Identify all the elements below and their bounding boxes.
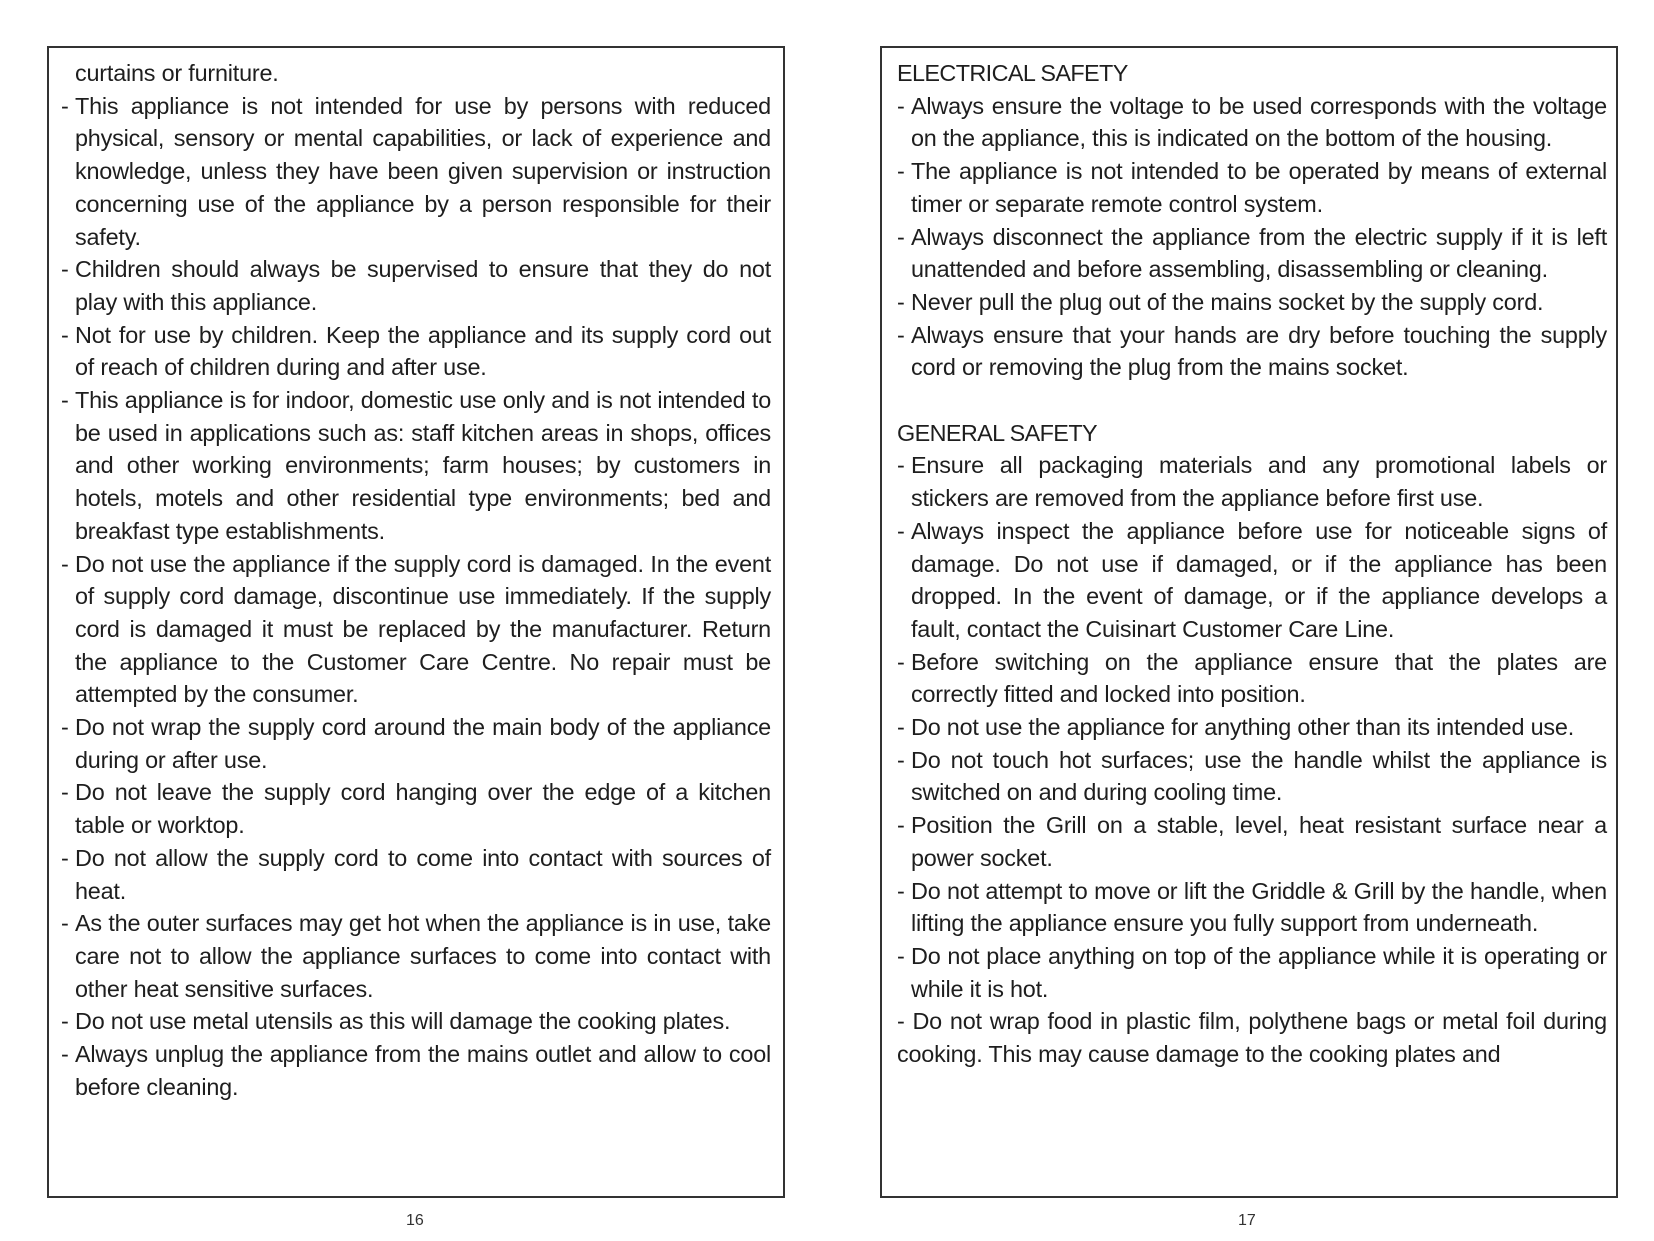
left-bullet-1-text: This appliance is not intended for use by persons with reduced physical, sensory or mental capabilities, or lack of experience and knowledge, unless they have been given supervision or instruction concerning use of the appliance by a person responsible for their safety. — [75, 92, 771, 250]
bullet-dash: - — [61, 779, 69, 806]
bullet-dash: - — [897, 714, 905, 741]
bullet-dash: - — [897, 321, 905, 348]
left-bullet-7 — [61, 776, 771, 841]
bullet-dash: - — [897, 812, 905, 839]
right-page-text — [897, 57, 1607, 1071]
bullet-dash: - — [61, 321, 69, 348]
left-bullet-6 — [61, 711, 771, 776]
electrical-bullet-1-text: Always ensure the voltage to be used corresponds with the voltage on the appliance, this is indicated on the bottom of the housing. — [911, 92, 1607, 152]
general-bullet-1-text: Ensure all packaging materials and any promotional labels or stickers are removed from the appliance before first use. — [911, 452, 1607, 512]
bullet-dash: - — [897, 517, 905, 544]
left-bullet-2-text: Children should always be supervised to ensure that they do not play with this appliance. — [75, 256, 771, 315]
general-bullet-3-text: Before switching on the appliance ensure that the plates are correctly fitted and locked into position. — [911, 648, 1607, 708]
left-bullet-3 — [61, 319, 771, 384]
general-bullet-2-text: Always inspect the appliance before use for noticeable signs of damage. Do not use if damaged, or if the appliance has been dropped. In the event of damage, or if the appliance develops a fault, contact the Cuisinart Customer Care Line. — [911, 517, 1607, 642]
electrical-safety-heading: ELECTRICAL SAFETY — [897, 60, 1128, 86]
left-bullet-4 — [61, 384, 771, 548]
electrical-bullet-3 — [897, 221, 1607, 286]
page-number-left: 16 — [406, 1212, 424, 1229]
right-page-frame — [880, 46, 1618, 1198]
left-bullet-8-text: Do not allow the supply cord to come into contact with sources of heat. — [75, 844, 771, 904]
electrical-bullet-2 — [897, 155, 1607, 220]
electrical-bullet-1 — [897, 90, 1607, 155]
left-bullet-3-text: Not for use by children. Keep the appliance and its supply cord out of reach of children during and after use. — [75, 321, 771, 381]
left-bullet-5 — [61, 548, 771, 712]
left-bullet-8 — [61, 842, 771, 907]
general-bullet-2 — [897, 515, 1607, 646]
left-bullet-9 — [61, 907, 771, 1005]
bullet-dash: - — [897, 942, 905, 969]
bullet-dash: - — [897, 223, 905, 250]
left-bullet-10 — [61, 1005, 771, 1038]
left-intro-continuation: curtains or furniture. — [75, 60, 279, 86]
left-bullet-11 — [61, 1038, 771, 1103]
general-bullet-4-text: Do not use the appliance for anything other than its intended use. — [911, 714, 1574, 741]
bullet-dash: - — [897, 746, 905, 773]
bullet-dash: - — [61, 910, 69, 937]
general-bullet-5 — [897, 744, 1607, 809]
bullet-dash: - — [61, 844, 69, 871]
general-bullet-1 — [897, 449, 1607, 514]
left-page-frame — [47, 46, 785, 1198]
left-bullet-11-text: Always unplug the appliance from the mains outlet and allow to cool before cleaning. — [75, 1041, 771, 1100]
left-page-text — [61, 57, 771, 1104]
bullet-dash: - — [897, 92, 905, 119]
electrical-bullet-3-text: Always disconnect the appliance from the electric supply if it is left unattended and before assembling, disassembling or cleaning. — [911, 223, 1607, 283]
left-bullet-4-text: This appliance is for indoor, domestic use only and is not intended to be used in applications such as: staff kitchen areas in shops, offices and other working environments; farm houses; by customers in hotels, motels and other residential type environments; bed and breakfast type establishments. — [75, 387, 771, 544]
general-safety-heading: GENERAL SAFETY — [897, 419, 1098, 446]
bullet-dash: - — [897, 452, 905, 479]
general-bullet-5-text: Do not touch hot surfaces; use the handle whilst the appliance is switched on and during cooling time. — [911, 746, 1607, 806]
page-number-right: 17 — [1238, 1212, 1256, 1229]
left-bullet-6-text: Do not wrap the supply cord around the main body of the appliance during or after use. — [75, 714, 771, 773]
general-bullet-3 — [897, 646, 1607, 711]
general-bullet-7-text: Do not attempt to move or lift the Griddle & Grill by the handle, when lifting the appliance ensure you fully support from underneath. — [911, 877, 1607, 937]
general-bullet-8 — [897, 940, 1607, 1005]
bullet-dash: - — [61, 1008, 69, 1035]
electrical-bullet-5 — [897, 319, 1607, 384]
bullet-dash: - — [61, 1041, 69, 1068]
bullet-dash: - — [61, 387, 69, 414]
bullet-dash: - — [897, 288, 905, 315]
electrical-bullet-4 — [897, 286, 1607, 319]
general-bullet-7 — [897, 875, 1607, 940]
general-bullet-4 — [897, 711, 1607, 744]
left-bullet-5-text: Do not use the appliance if the supply cord is damaged. In the event of supply cord damage, discontinue use immediately. If the supply cord is damaged it must be replaced by the manufacturer. Return the appliance to the Customer Care Centre. No repair must be attempted by the consumer. — [75, 550, 771, 708]
electrical-bullet-5-text: Always ensure that your hands are dry before touching the supply cord or removing the plug from the mains socket. — [911, 321, 1607, 381]
general-bullet-6-text: Position the Grill on a stable, level, heat resistant surface near a power socket. — [911, 812, 1607, 871]
left-bullet-1 — [61, 90, 771, 254]
bullet-dash: - — [897, 648, 905, 675]
general-bullet-6 — [897, 809, 1607, 874]
final-paragraph: - Do not wrap food in plastic film, polythene bags or metal foil during cooking. This may cause damage to the cooking plates and — [897, 1008, 1607, 1068]
left-bullet-2 — [61, 253, 771, 318]
bullet-dash: - — [897, 158, 905, 185]
bullet-dash: - — [61, 92, 69, 119]
bullet-dash: - — [897, 877, 905, 904]
electrical-bullet-4-text: Never pull the plug out of the mains socket by the supply cord. — [911, 288, 1544, 315]
left-bullet-7-text: Do not leave the supply cord hanging over the edge of a kitchen table or worktop. — [75, 779, 771, 839]
left-bullet-9-text: As the outer surfaces may get hot when the appliance is in use, take care not to allow the appliance surfaces to come into contact with other heat sensitive surfaces. — [75, 910, 771, 1002]
electrical-bullet-2-text: The appliance is not intended to be operated by means of external timer or separate remote control system. — [911, 158, 1607, 217]
section-gap — [897, 384, 1607, 417]
bullet-dash: - — [61, 256, 69, 283]
general-bullet-8-text: Do not place anything on top of the appliance while it is operating or while it is hot. — [911, 942, 1607, 1002]
bullet-dash: - — [61, 714, 69, 741]
left-bullet-10-text: Do not use metal utensils as this will damage the cooking plates. — [75, 1008, 731, 1035]
bullet-dash: - — [61, 550, 69, 577]
